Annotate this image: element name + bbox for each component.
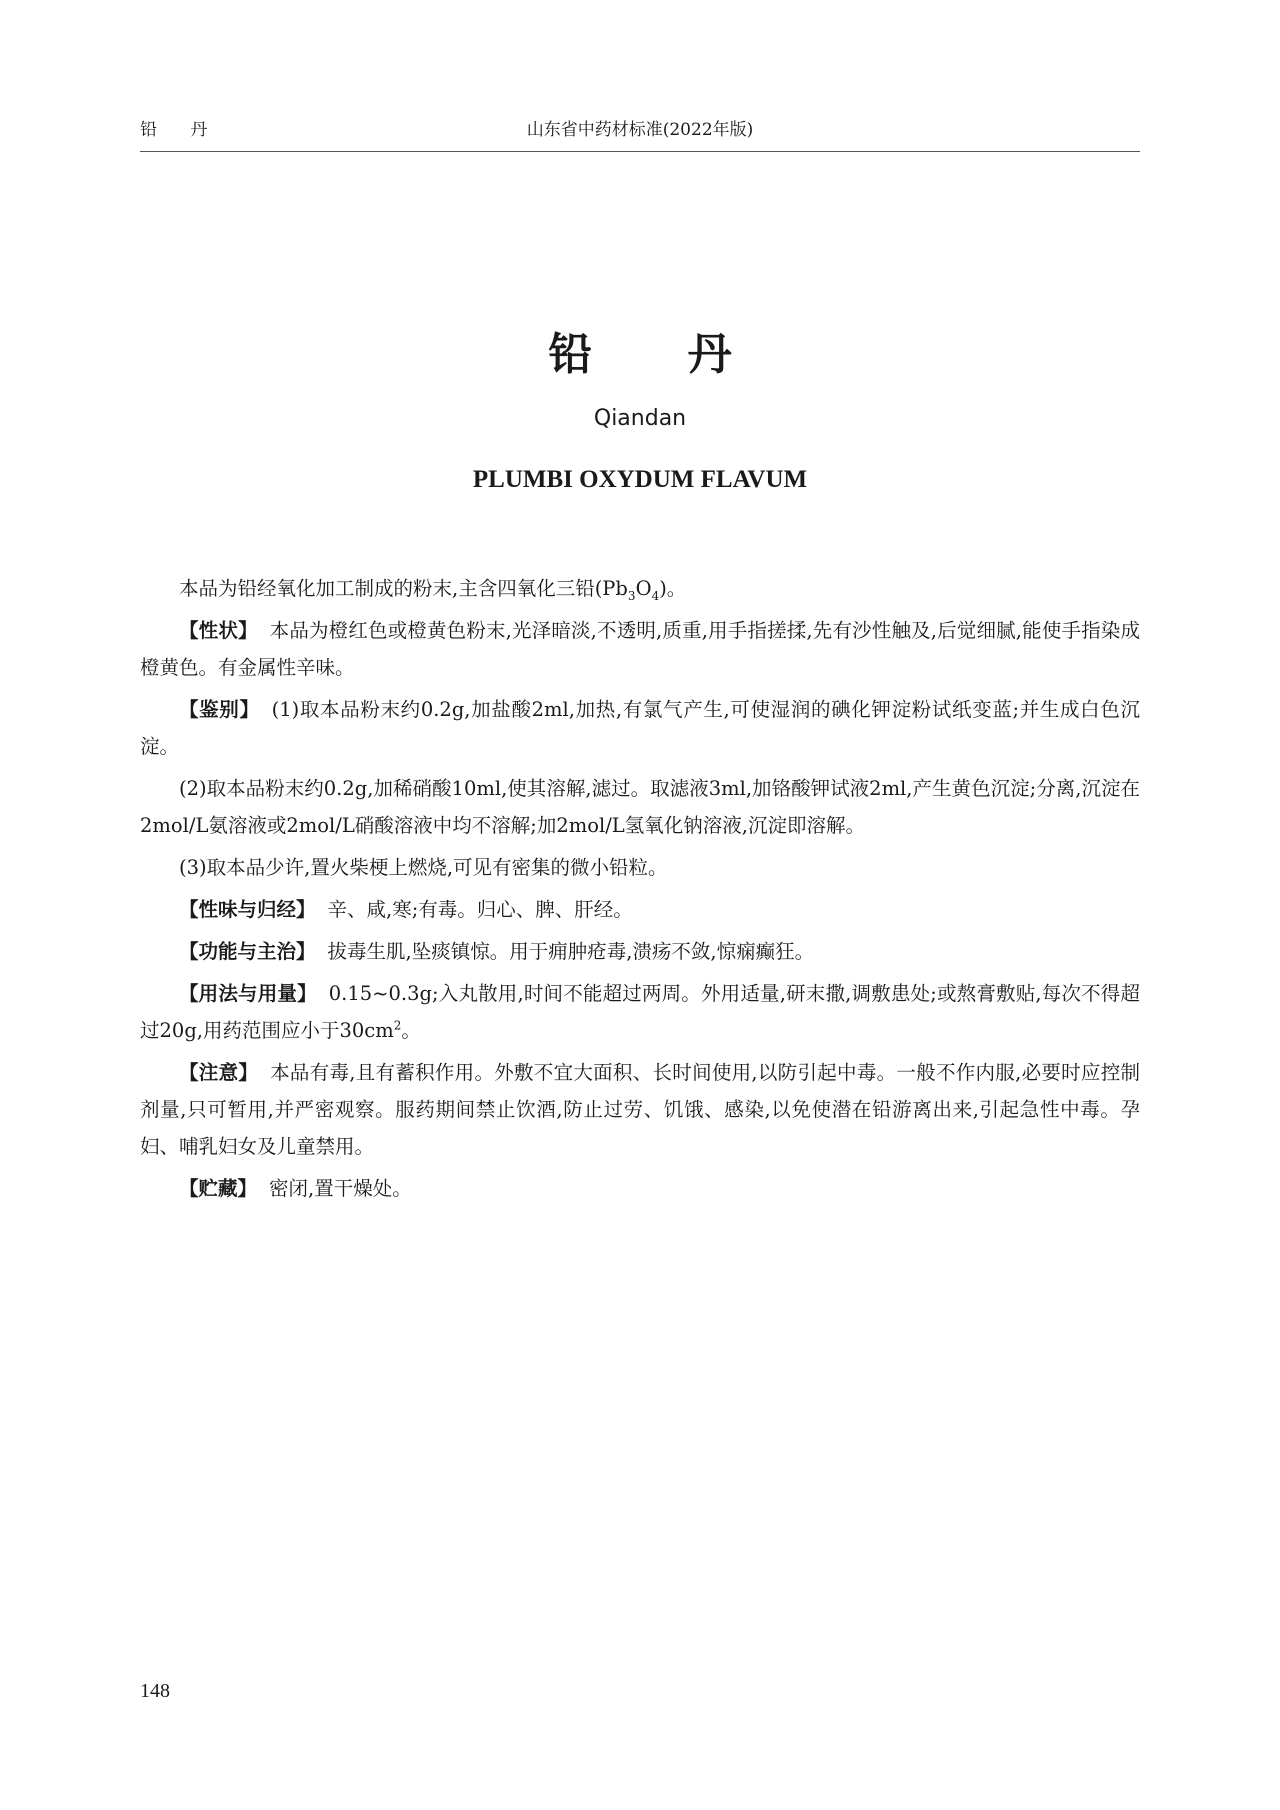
section-jianbie-1: 【鉴别】 (1)取本品粉末约0.2g,加盐酸2ml,加热,有氯气产生,可使湿润的碘化钾淀粉试纸变蓝;并生成白色沉淀。: [140, 698, 1140, 758]
section-xingzhuang: 【性状】 本品为橙红色或橙黄色粉末,光泽暗淡,不透明,质重,用手指搓揉,先有沙性触及,后觉细腻,能使手指染成橙黄色。有金属性辛味。: [140, 619, 1140, 679]
section-label: 【性味与归经】: [179, 898, 316, 921]
header-entry-name: 铅 丹: [140, 120, 222, 140]
section-label: 【功能与主治】: [179, 940, 316, 963]
entry-title: 铅 丹: [548, 329, 772, 380]
section-jianbie-2: (2)取本品粉末约0.2g,加稀硝酸10ml,使其溶解,滤过。取滤液3ml,加铬酸钾试液2ml,产生黄色沉淀;分离,沉淀在2mol/L氨溶液或2mol/L硝酸溶液中均不溶解;加2mol/L氢氧化钠溶液,沉淀即溶解。: [140, 777, 1140, 837]
running-header: [140, 115, 1140, 151]
entry-body: [140, 570, 1140, 1212]
section-xingwei-guijing: 【性味与归经】 辛、咸,寒;有毒。归心、脾、肝经。: [179, 898, 633, 921]
section-label: 【注意】: [179, 1061, 259, 1084]
section-label: 【性状】: [179, 619, 258, 642]
intro-paragraph: 本品为铅经氧化加工制成的粉末,主含四氧化三铅$(Pb_3O_4)$。: [179, 577, 687, 603]
section-zhuyi: 【注意】 本品有毒,且有蓄积作用。外敷不宜大面积、长时间使用,以防引起中毒。一般不作内服,必要时应控制剂量,只可暂用,并严密观察。服药期间禁止饮酒,防止过劳、饥饿、感染,以免使潜在铅游离出来,引起急性中毒。孕妇、哺乳妇女及儿童禁用。: [140, 1061, 1140, 1158]
entry-pinyin: Qiandan: [593, 406, 687, 431]
section-jianbie-3: (3)取本品少许,置火柴梗上燃烧,可见有密集的微小铅粒。: [179, 856, 668, 879]
section-label: 【用法与用量】: [179, 982, 317, 1005]
header-book-title: 山东省中药材标准(2022年版): [526, 120, 754, 140]
section-yongfa-yongliang: 【用法与用量】 0.15~0.3g;入丸散用,时间不能超过两周。外用适量,研末撒,调敷患处;或熬膏敷贴,每次不得超过20g,用药范围应小于$30cm^2$。: [140, 982, 1140, 1042]
section-label: 【贮藏】: [179, 1177, 258, 1200]
section-gongneng-zhuzhi: 【功能与主治】 拔毒生肌,坠痰镇惊。用于痈肿疮毒,溃疡不敛,惊痫癫狂。: [179, 940, 815, 963]
page-number: 148: [140, 1680, 170, 1702]
section-label: 【鉴别】: [179, 698, 260, 721]
entry-latin-name: PLUMBI OXYDUM FLAVUM: [472, 466, 808, 493]
section-zhucang: 【贮藏】 密闭,置干燥处。: [179, 1177, 412, 1200]
header-rule: [140, 151, 1140, 152]
